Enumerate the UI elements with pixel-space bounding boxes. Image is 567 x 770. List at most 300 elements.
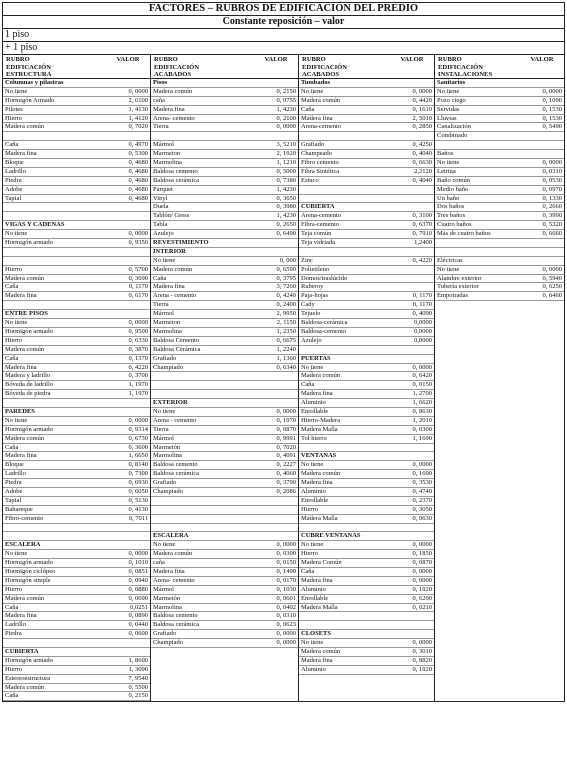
table-row	[3, 470, 150, 479]
table-row	[435, 292, 564, 301]
table-row	[151, 435, 298, 444]
row-label: Tierra	[153, 301, 169, 309]
section-heading-row	[151, 532, 298, 541]
table-row	[435, 150, 564, 159]
table-column-1	[3, 55, 151, 701]
table-row	[3, 195, 150, 204]
row-label: Baldosa cemento	[153, 612, 198, 620]
row-value: 1, 2240	[276, 345, 296, 353]
row-value: 0, 6675	[276, 336, 296, 344]
table-row	[299, 292, 434, 301]
table-row	[3, 150, 150, 159]
row-value: 0,0000	[414, 319, 432, 327]
table-row	[151, 577, 298, 586]
table-row	[299, 559, 434, 568]
row-value: 0,0000	[414, 336, 432, 344]
row-value: 1, 6650	[128, 452, 148, 460]
row-value: 0, 0000	[412, 363, 432, 371]
table-row	[151, 123, 298, 132]
column-header-label: RUBRO EDIFICACIÓN ACABADOS	[154, 56, 200, 79]
table-row	[151, 452, 298, 461]
row-label: CUBIERTA	[301, 203, 335, 211]
row-value	[252, 532, 298, 540]
row-label: Caña	[5, 692, 19, 700]
row-label: Baldosa Cemento	[153, 336, 200, 344]
row-label: Madera común	[5, 594, 45, 602]
table-row	[3, 177, 150, 186]
table-row	[299, 159, 434, 168]
table-row	[3, 684, 150, 693]
row-label	[299, 621, 388, 629]
row-label: EXTERIOR	[153, 399, 188, 407]
row-value: 0, 0000	[128, 87, 148, 95]
row-value: 0, 3700	[128, 372, 148, 380]
row-label: Champiado	[153, 363, 183, 371]
page-subtitle: Constante reposición – valor	[222, 16, 345, 27]
row-value: 0, 2086	[276, 487, 296, 495]
row-value: 1, 2010	[412, 416, 432, 424]
table-row	[151, 319, 298, 328]
row-value: 0, 4040	[412, 150, 432, 158]
table-row	[299, 435, 434, 444]
table-row	[151, 506, 298, 515]
table-row	[151, 497, 298, 506]
row-value: 0, 2227	[276, 461, 296, 469]
row-value: 0, 0630	[412, 514, 432, 522]
table-row	[151, 257, 298, 266]
row-value: 0, 6050	[128, 487, 148, 495]
row-label: Bóveda de ladrillo	[5, 381, 54, 389]
table-row	[299, 621, 434, 630]
row-value: 0, 3990	[542, 212, 562, 220]
row-value	[388, 79, 434, 87]
row-label	[3, 399, 104, 407]
table-row	[151, 132, 298, 141]
table-row	[299, 372, 434, 381]
row-label: Marmolina	[153, 159, 182, 167]
table-row	[3, 301, 150, 310]
table-row	[3, 168, 150, 177]
row-label: Madera fina	[153, 567, 185, 575]
row-label: Madera fina	[301, 576, 333, 584]
row-value	[104, 301, 150, 309]
row-label: Dos baños	[437, 203, 465, 211]
row-label: Madera fina	[153, 105, 185, 113]
row-label: No tiene	[153, 541, 176, 549]
row-label: Madera fina	[5, 150, 37, 158]
row-label: Columnas y pilastras	[5, 79, 64, 86]
row-label: Azulejo	[301, 336, 322, 344]
table-row	[3, 257, 150, 266]
row-label: Teja vidriada	[301, 239, 336, 247]
row-label: No tiene	[301, 461, 324, 469]
table-row	[299, 577, 434, 586]
row-value: 0, 0970	[542, 185, 562, 193]
row-label: Tapial	[5, 496, 22, 504]
table-row	[435, 97, 564, 106]
row-value: 0, 0402	[276, 603, 296, 611]
row-label: Marmolina	[153, 603, 182, 611]
table-row	[299, 275, 434, 284]
table-row	[151, 559, 298, 568]
row-label: Grafiado	[153, 479, 177, 487]
row-value: 0, 0000	[276, 407, 296, 415]
row-value: 0, 0623	[276, 621, 296, 629]
table-row	[299, 106, 434, 115]
row-label: Mármol	[153, 141, 174, 149]
table-row	[3, 123, 150, 132]
row-label: Arena-cemento	[301, 123, 342, 131]
row-label: Madera común	[153, 87, 193, 95]
row-label: Bloque	[5, 159, 24, 167]
table-row	[151, 141, 298, 150]
table-row	[299, 150, 434, 159]
row-label: Champiado	[153, 639, 183, 647]
section-heading-row	[299, 79, 434, 88]
row-label: Baldosa cemento	[153, 461, 198, 469]
row-value	[104, 257, 150, 265]
row-value	[252, 506, 298, 514]
row-label: No tiene	[437, 265, 460, 273]
row-value	[252, 372, 298, 380]
factors-table	[2, 55, 565, 702]
table-row	[3, 550, 150, 559]
row-label: Baldosa cemento	[153, 167, 198, 175]
row-label: No tiene	[301, 363, 324, 371]
row-value: 0, 3980	[276, 203, 296, 211]
table-row	[3, 497, 150, 506]
table-row	[299, 461, 434, 470]
section-heading-row	[299, 452, 434, 461]
row-label: Aluminio	[301, 399, 326, 407]
table-row	[151, 408, 298, 417]
table-row	[3, 132, 150, 141]
row-value: 0, 0000	[542, 87, 562, 95]
row-value: 1, 4230	[276, 105, 296, 113]
row-value: 0, 0440	[128, 621, 148, 629]
row-value	[104, 212, 150, 220]
row-value: 0, 8820	[412, 656, 432, 664]
row-label: Hierro	[5, 265, 22, 273]
row-value: 1, 1970	[128, 390, 148, 398]
table-row	[3, 630, 150, 639]
floor-label-1: 1 piso	[2, 28, 565, 41]
row-label: Caña	[5, 141, 19, 149]
row-value: 0, 0601	[276, 594, 296, 602]
row-value	[252, 390, 298, 398]
row-value: 0, 2150	[128, 692, 148, 700]
row-value: 0, 0000	[412, 576, 432, 584]
table-row	[299, 639, 434, 648]
row-value: 0, 1010	[128, 559, 148, 567]
section-heading-row	[151, 248, 298, 257]
table-row	[299, 212, 434, 221]
row-label: Hormigón armado	[5, 239, 53, 247]
table-row	[3, 524, 150, 533]
row-label	[3, 639, 104, 647]
row-value	[104, 203, 150, 211]
row-value	[104, 132, 150, 140]
table-row	[151, 195, 298, 204]
row-label: Madera Malla	[301, 514, 338, 522]
table-row	[299, 364, 434, 373]
row-value: 1, 1690	[412, 434, 432, 442]
row-label: Arena - cemento	[153, 292, 197, 300]
table-row	[3, 292, 150, 301]
row-value: 0, 4680	[128, 185, 148, 193]
row-label: Hormigón armado	[5, 656, 53, 664]
table-row	[151, 283, 298, 292]
table-row	[435, 221, 564, 230]
row-value: 0, 1170	[412, 301, 432, 309]
row-value	[388, 248, 434, 256]
table-row	[3, 115, 150, 124]
row-label: Madera común	[301, 96, 341, 104]
row-value: 0, 0210	[412, 603, 432, 611]
row-label: Caña	[301, 105, 315, 113]
row-value: 0, 4090	[412, 310, 432, 318]
section-heading-row	[3, 79, 150, 88]
row-value: 0, 6630	[412, 159, 432, 167]
row-label: Baño común	[437, 176, 471, 184]
table-row	[299, 497, 434, 506]
row-label: Azulejo	[153, 230, 174, 238]
row-value: 1, 1210	[276, 159, 296, 167]
row-value: 0, 3650	[276, 194, 296, 202]
table-row	[3, 657, 150, 666]
row-label: Madera común	[5, 434, 45, 442]
row-value: 1, 8600	[128, 656, 148, 664]
row-label: Ladrillo	[5, 621, 26, 629]
row-label: CUBIERTA	[5, 648, 39, 655]
row-label: Caña	[301, 567, 315, 575]
table-row	[151, 177, 298, 186]
row-value: 0, 4060	[276, 470, 296, 478]
table-row	[151, 612, 298, 621]
floor-label-2: + 1 piso	[2, 41, 565, 55]
row-label: Madera fina	[5, 292, 37, 300]
column-value-label: VALOR	[530, 56, 554, 63]
row-label: Parquet	[153, 185, 173, 193]
row-label	[3, 132, 104, 140]
table-row	[3, 621, 150, 630]
row-label: Aluminio	[301, 665, 326, 673]
table-row	[435, 88, 564, 97]
row-label: Madera Malla	[301, 603, 338, 611]
table-row	[435, 275, 564, 284]
row-label: Hormigón armado	[5, 425, 53, 433]
row-label: No tiene	[437, 87, 460, 95]
table-row	[435, 168, 564, 177]
row-label: Bóveda de piedra	[5, 390, 51, 398]
row-label: Arena- cemento	[153, 576, 195, 584]
table-row	[3, 435, 150, 444]
table-row	[435, 123, 564, 132]
row-label: Enrollable	[301, 594, 329, 602]
table-row	[3, 319, 150, 328]
table-row	[151, 106, 298, 115]
row-label: Madera fina	[5, 452, 37, 460]
table-row	[151, 630, 298, 639]
row-label: Un baño	[437, 194, 460, 202]
row-label: ESCALERA	[5, 541, 41, 549]
row-value: 1, 1970	[128, 381, 148, 389]
row-value: 0, 6590	[276, 265, 296, 273]
row-label: Alambre exterior	[437, 274, 482, 282]
row-value: 0, 1490	[276, 567, 296, 575]
table-row	[3, 577, 150, 586]
table-row	[299, 612, 434, 621]
row-value: 2, 1150	[276, 319, 296, 327]
row-value: 0, 1850	[412, 550, 432, 558]
row-value: 0, 0000	[412, 461, 432, 469]
table-row	[435, 186, 564, 195]
row-value: 0, 0755	[276, 96, 296, 104]
row-label: Bloque	[5, 461, 24, 469]
row-value: 0, 4680	[128, 167, 148, 175]
row-label: Aluminio	[301, 585, 326, 593]
table-row	[299, 506, 434, 515]
table-row	[435, 159, 564, 168]
row-label: Hormigón armado	[5, 559, 53, 567]
row-label	[3, 532, 104, 540]
row-value: 0, 6460	[542, 292, 562, 300]
row-value: 0, 6420	[412, 372, 432, 380]
row-label: Grafiado	[153, 354, 177, 362]
row-value: 0, 0000	[412, 87, 432, 95]
table-row	[299, 132, 434, 141]
table-row	[435, 195, 564, 204]
table-row	[3, 479, 150, 488]
row-value: 0, 4240	[276, 292, 296, 300]
document-page	[2, 2, 565, 768]
table-column-2	[151, 55, 299, 701]
row-label: ENTRE PISOS	[5, 310, 48, 318]
row-value	[388, 283, 434, 291]
table-row	[3, 97, 150, 106]
table-row	[299, 390, 434, 399]
row-label: Hormigón armado	[5, 327, 53, 335]
column-value-label: VALOR	[264, 56, 288, 63]
row-value: 0, 000	[279, 256, 296, 264]
row-value	[388, 524, 434, 532]
row-value: 0, 0890	[128, 612, 148, 620]
table-row	[299, 666, 434, 675]
row-label: Madera común	[153, 550, 193, 558]
row-label: Pilotes	[5, 105, 23, 113]
row-value: 1, 4130	[128, 105, 148, 113]
row-label	[299, 444, 388, 452]
table-row	[3, 337, 150, 346]
row-label: Adobe	[5, 487, 23, 495]
row-label: Madera fina	[5, 612, 37, 620]
row-value	[388, 532, 434, 540]
row-label: No tiene	[5, 319, 28, 327]
table-row	[299, 141, 434, 150]
table-row	[299, 648, 434, 657]
row-value: 0, 0000	[542, 159, 562, 167]
row-value: 1, 4230	[276, 212, 296, 220]
row-value: 0, 5320	[542, 221, 562, 229]
row-label: Polietileno	[301, 265, 330, 273]
row-value: 0, 4250	[412, 141, 432, 149]
row-label: Piedra	[5, 176, 22, 184]
row-label: Mármol	[153, 310, 174, 318]
row-value: 0, 0000	[276, 639, 296, 647]
row-label: Estereoestructura	[5, 674, 51, 682]
row-value	[104, 310, 150, 318]
row-label	[299, 346, 388, 354]
row-label: Madera común	[301, 372, 341, 380]
row-value: 0, 2400	[276, 301, 296, 309]
row-value	[518, 132, 564, 140]
section-heading-row	[3, 541, 150, 550]
table-row	[3, 283, 150, 292]
table-row	[151, 150, 298, 159]
row-label: Champeado	[301, 150, 333, 158]
row-label	[151, 506, 252, 514]
row-label: ESCALERA	[153, 532, 189, 540]
row-value: 0, 0940	[128, 576, 148, 584]
table-row	[435, 203, 564, 212]
row-label: Cuatro baños	[437, 221, 472, 229]
row-label	[151, 497, 252, 505]
row-label: Más de cuatro baños	[437, 230, 491, 238]
table-row	[3, 106, 150, 115]
row-label: Baldosa cerámica	[153, 621, 200, 629]
row-label: Madera común	[5, 274, 45, 282]
row-label: Tabla	[153, 221, 168, 229]
row-value: 0, 9350	[128, 239, 148, 247]
row-value	[104, 399, 150, 407]
row-label: Fibra Sintética	[301, 167, 340, 175]
table-row	[3, 355, 150, 364]
row-label: Madera fina	[301, 479, 333, 487]
row-value: 1, 4230	[276, 185, 296, 193]
row-value	[388, 612, 434, 620]
table-row	[3, 444, 150, 453]
column-header	[435, 55, 564, 79]
row-label: Baldosa cerámica	[153, 176, 200, 184]
table-row	[3, 532, 150, 541]
table-row	[3, 586, 150, 595]
row-label: Piedra	[5, 479, 22, 487]
table-row	[3, 203, 150, 212]
row-value: 0, 0300	[276, 550, 296, 558]
table-row	[3, 364, 150, 373]
row-label: Madera y ladrillo	[5, 372, 51, 380]
table-row	[299, 604, 434, 613]
table-row	[151, 639, 298, 648]
row-value: 0, 0600	[128, 630, 148, 638]
table-row	[3, 399, 150, 408]
row-label: Hierro-Madera	[301, 416, 340, 424]
row-label: Tubería exterior	[437, 283, 479, 291]
row-value	[252, 524, 298, 532]
row-value: 0, 1920	[412, 665, 432, 673]
row-label: Baldosa-cerámica	[301, 319, 348, 327]
table-row	[435, 230, 564, 239]
row-label: Baños	[437, 150, 454, 158]
row-value	[104, 648, 150, 656]
row-label: No tiene	[301, 639, 324, 647]
row-label: Aluminio	[301, 487, 326, 495]
row-label: Marmolina	[153, 452, 182, 460]
row-label: caña	[153, 559, 165, 567]
table-row	[3, 568, 150, 577]
row-label: Madera fina	[301, 114, 333, 122]
table-row	[299, 186, 434, 195]
